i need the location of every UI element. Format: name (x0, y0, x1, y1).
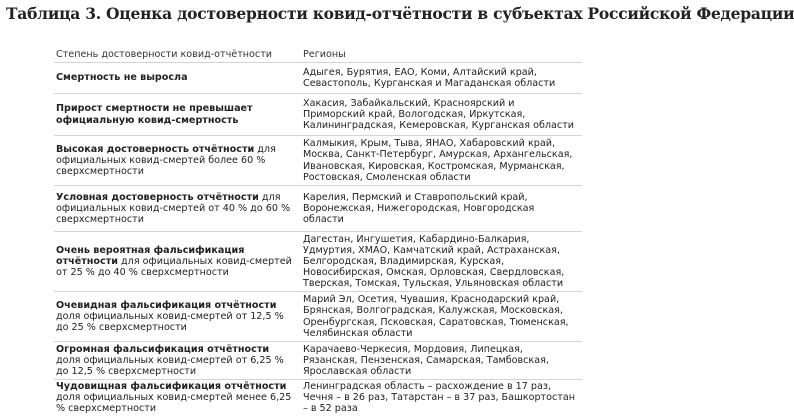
reliability-cell (54, 94, 300, 136)
column-header-regions: Регионы (303, 49, 346, 61)
category-detail: доля официальных ковид-смертей от 6,25 % до 12,5 % сверхсмертности (56, 354, 284, 378)
category-label: Огромная фальсификация отчётности (56, 343, 270, 355)
category-detail: для официальных ковид-смертей от 25 % до 40 % сверхсмертности (56, 255, 292, 279)
regions-cell: Хакасия, Забайкальский, Красноярский и Приморский край, Вологодская, Иркутская, Калининградская, Кемеровская, Курганская области (300, 94, 582, 136)
table-row (54, 63, 582, 94)
table-row (54, 342, 582, 380)
table-row (54, 136, 582, 186)
column-header-reliability: Степень достоверности ковид-отчётности (56, 49, 273, 61)
covid-reporting-table (54, 48, 582, 416)
regions-cell: Адыгея, Бурятия, ЕАО, Коми, Алтайский край, Севастополь, Курганская и Магаданская области (300, 63, 582, 94)
table-row (54, 186, 582, 232)
category-detail: для официальных ковид-смертей более 60 % сверхсмертности (56, 143, 276, 178)
category-label: Очень вероятная фальсификация отчётности (56, 244, 245, 267)
category-label: Высокая достоверность отчётности (56, 143, 255, 155)
category-detail: доля официальных ковид-смертей менее 6,25 % сверхсмертности (56, 392, 292, 415)
reliability-cell (54, 136, 300, 186)
reliability-cell (54, 380, 300, 416)
reliability-cell (54, 186, 300, 232)
table-row (54, 232, 582, 292)
reliability-cell (54, 63, 300, 94)
category-label: Прирост смертности не превышает официальную ковид-смертность (56, 103, 253, 126)
regions-cell: Карачаево-Черкесия, Мордовия, Липецкая, Рязанская, Пензенская, Самарская, Тамбовская, Ярославская области (300, 342, 582, 380)
reliability-cell (54, 232, 300, 292)
category-detail: для официальных ковид-смертей от 40 % до 60 % сверхсмертности (56, 191, 291, 226)
regions-cell: Дагестан, Ингушетия, Кабардино-Балкария, Удмуртия, ХМАО, Камчатский край, Астраханская, Белгородская, Владимирская, Курская, Новосибирская, Омская, Орловская, Свердловская, Тверская, Томская, Тульская, Ульяновская области (300, 232, 582, 292)
reliability-cell (54, 342, 300, 380)
category-label: Очевидная фальсификация отчётности (56, 299, 277, 311)
table-header-row (54, 48, 582, 63)
category-label: Смертность не выросла (56, 72, 188, 84)
table-row (54, 94, 582, 136)
category-detail: доля официальных ковид-смертей от 12,5 % до 25 % сверхсмертности (56, 310, 284, 334)
regions-cell: Карелия, Пермский и Ставропольский край, Воронежская, Нижегородская, Новгородская области (300, 186, 582, 232)
table-title: Таблица 3. Оценка достоверности ковид-отчётности в субъектах Российской Федерации (6, 4, 794, 23)
regions-cell: Марий Эл, Осетия, Чувашия, Краснодарский край, Брянская, Волгоградская, Калужская, Московская, Оренбургская, Псковская, Саратовская, Тюменская, Челябинская области (300, 292, 582, 342)
regions-cell: Ленинградская область – расхождение в 17 раз, Чечня – в 26 раз, Татарстан – в 37 раз, Башкортостан – в 52 раза (300, 380, 582, 416)
reliability-cell (54, 292, 300, 342)
table-row (54, 380, 582, 416)
category-label: Условная достоверность отчётности (56, 191, 259, 203)
table-row (54, 292, 582, 342)
regions-cell: Калмыкия, Крым, Тыва, ЯНАО, Хабаровский край, Москва, Санкт-Петербург, Амурская, Архангельская, Ивановская, Кировская, Костромская, Мурманская, Ростовская, Смоленская области (300, 136, 582, 186)
category-label: Чудовищная фальсификация отчётности (56, 381, 287, 393)
